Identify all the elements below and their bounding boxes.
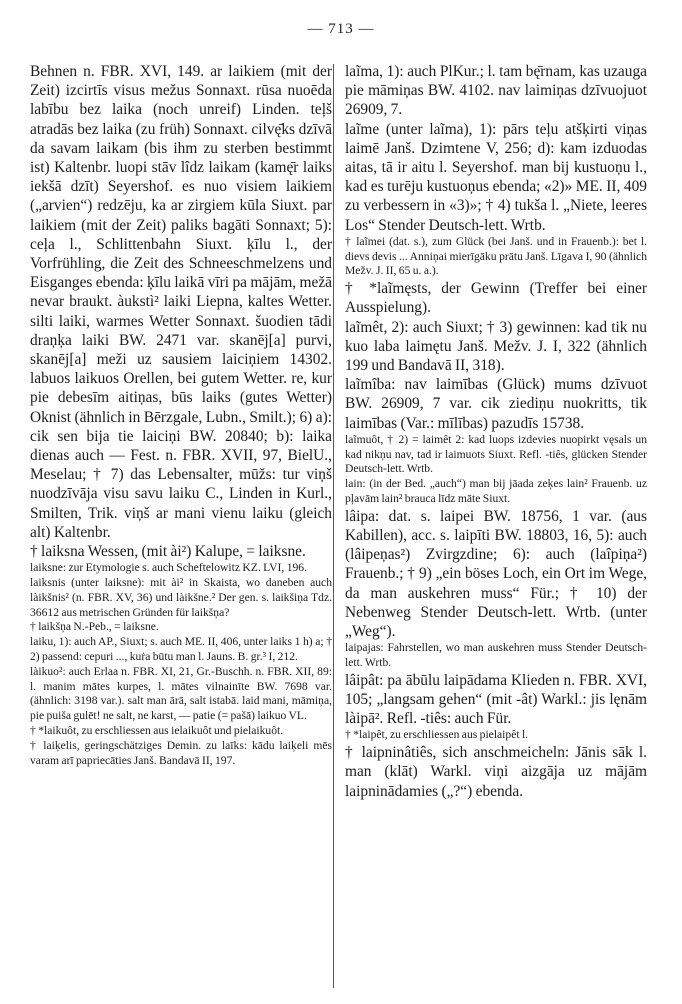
entry-laime: laĩme (unter laĩma), 1): pārs teļu atšķirti viņas laimē Janš. Dzimtene V, 256; d): kam izduodas aitas, tā ir aitu l. Seyershof. man bij kustuoņu l., kad es turēju kustuoņus ebenda; «2)» ME. II, 409 zu verbessern in «3)»; † 4) tukša l. „Niete, leeres Los“ Stender Deutsch-lett. Wrtb.	[345, 120, 647, 234]
entry-laimuot: laĩmuôt, † 2) = laimêt 2: kad luops izdevies nuopirkt vęsals un kad nikņu nav, tad ir laimuots Siuxt. Refl. -tiês, glücken Stender Deutsch-lett. Wrtb.	[345, 432, 647, 476]
entry-lain: lain: (in der Bed. „auch“) man bij jāada zeķes lain² Frauenb. uz pļavām lain² brauca līdz māte Siuxt.	[345, 477, 647, 506]
entry-laipajas: laipajas: Fahrstellen, wo man auskehren muss Stender Deutsch-lett. Wrtb.	[345, 641, 647, 670]
entry-laima: laĩma, 1): auch PlKur.; l. tam bę̄rnam, kas uzauga pie māmiņas BW. 4102. nav laimiņas dzīvuojuot 26909, 7.	[345, 63, 647, 119]
right-column	[345, 62, 647, 990]
entry-laimiba: laĩmîba: nav laimības (Glück) mums dzīvuot BW. 26909, 7 var. cik ziediņu nuokritts, tik laimības (Var.: mīlības) pazudīs 15738.	[345, 376, 647, 432]
entry-laiksne: laiksne: zur Etymologie s. auch Scheftelowitz KZ. LVI, 196.	[30, 561, 307, 575]
left-column	[30, 62, 332, 990]
page-number: — 713 —	[307, 21, 375, 37]
entry-laipat: lâipât: pa ābūlu laipādama Klieden n. FBR. XVI, 105; „langsam gehen“ (mit -ât) Warkl.: jis lęnām làipā². Refl. -tiês: auch Für.	[345, 671, 647, 728]
entry-laikuo: làikuo²: auch Erlaa n. FBR. XI, 21, Gr.-Buschh. n. FBR. XII, 89: l. manim mātes kurpes, l. mātes vilnainīte BW. 7698 var. (ähnlich: 3198 var.). salt man ārā, salt istabā. laid mani, māmiņa, pie puiša gulēt! ne salt, ne karst, — patie (= pašā) laikuo VL.	[30, 664, 332, 723]
entry-laipninaties: † laipninâtiês, sich anschmeicheln: Jānis sāk l. man (klāt) Warkl. viņi aizgāja uz mājām laipninādamies („?“) ebenda.	[345, 744, 647, 800]
entry-laiks-continuation: Behnen n. FBR. XVI, 149. ar laikiem (mit der Zeit) izcirtīs visus mežus Sonnaxt. rūsa nuoēda labību bez laika (noch unreif) Linden. teļš atradās bez laika (zu früh) Sonnaxt. cilvę̄ks dzīvā da savam laikam (bis ihm zu sterben bestimmt ist) Kaltenbr. luopi stāv lîdz laikam (kamę̄r laiks iekšā dzīt) Seyershof. es nuo visiem laikiem („arvien“) redzēju, ka ar zirgiem kūla Siuxt. par laikiem (mit der Zeit) paliks bagāti Sonnaxt; 5): ceļa l., Schlittenbahn Siuxt. ķīlu l., der Vorfrühling, die Zeit des Schneeschmelzens und Eisganges ebenda: ķīlu laikā vīri pa mājām, mežā nevar braukt. àukstì² laiki Liepna, kaltes Wetter. silti laiki, warmes Wetter Sonnaxt. šuodien tādi draņķa laiki BW. 2471 var. skanēj[a] purvi, skanēj[a] meži uz sausiem laiciņiem 14302. labuos laikuos Orellen, bei gutem Wetter. re, kur pie debesīm aitiņas, būs laiks (gutes Wetter) Oknist (ähnlich in Bērzgale, Lubn., Smilt.); 6) a): cik sen bija tie laiciņi BW. 20840; b): laika dienas auch — Fest. n. FBR. XVII, 97, BielU., Meselau; † 7) das Lebensalter, mūžs: tur viņš nuodzīvāja visu savu laiku C., Linden in Kurl., Smilten, Trik. viņš ar mani vienu laiku (gleich alt) Kaltenbr.	[30, 63, 332, 541]
entry-laimei: † laĩmei (dat. s.), zum Glück (bei Janš. und in Frauenb.): bet l. dievs devis ... Anniņai mierīgāku prātu Janš. Līgava I, 90 (ähnlich Mežv. J. II, 65 u. a.).	[345, 234, 647, 278]
entry-laimests: † *laĩmęsts, der Gewinn (Treffer bei einer Ausspielung).	[345, 280, 647, 317]
entry-laipet: † *laipêt, zu erschliessen aus pielaipêt l.	[345, 728, 529, 742]
entry-laiksna-2: † laikšņa N.-Peb., = laiksne.	[30, 620, 159, 634]
entry-laimet: laĩmêt, 2): auch Siuxt; † 3) gewinnen: kad tik nu kuo laba laimętu Janš. Mežv. J. I, 322 (ähnlich 199 und Bandavā II, 318).	[345, 318, 647, 375]
entry-laiksnis: laiksnis (unter laiksne): mit ài² in Skaista, wo daneben auch làikšnis² (n. FBR. XV, 36) und làikšne.² Der gen. s. laikšiņa Tdz. 36612 aus metrischen Gründen für laikšņa?	[30, 576, 332, 619]
entry-laikelis: † laiķelis, geringschätziges Demin. zu laīks: kādu laiķeli mēs varam arī papriecāties Janš. Bandavā II, 197.	[30, 738, 332, 767]
entry-laiku: laiku, 1): auch AP., Siuxt; s. auch ME. II, 406, unter laiks 1 h) a; † 2) passend: cepuri ..., kuṙa būtu man l. Jauns. B. gr.³ I, 212.	[30, 635, 332, 664]
entry-laipa: lâipa: dat. s. laipei BW. 18756, 1 var. (aus Kabillen), acc. s. laipīti BW. 18803, 16, 5): auch (lâipeņas²) Zvirgzdine; 6): auch (laîpiņa²) Frauenb.; † 9) „ein böses Loch, ein Ort im Wege, da man auskehren muss“ Für.; † 10) der Nebenweg Stender Deutsch-lett. Wrtb. (unter „Weg“).	[345, 507, 647, 641]
entry-laiksna: † laiksna Wessen, (mit ài²) Kalupe, = laiksne.	[30, 543, 306, 561]
entry-laikuot: † *laikuôt, zu erschliessen aus ielaikuôt und pielaikuôt.	[30, 724, 284, 738]
column-divider	[333, 64, 334, 988]
